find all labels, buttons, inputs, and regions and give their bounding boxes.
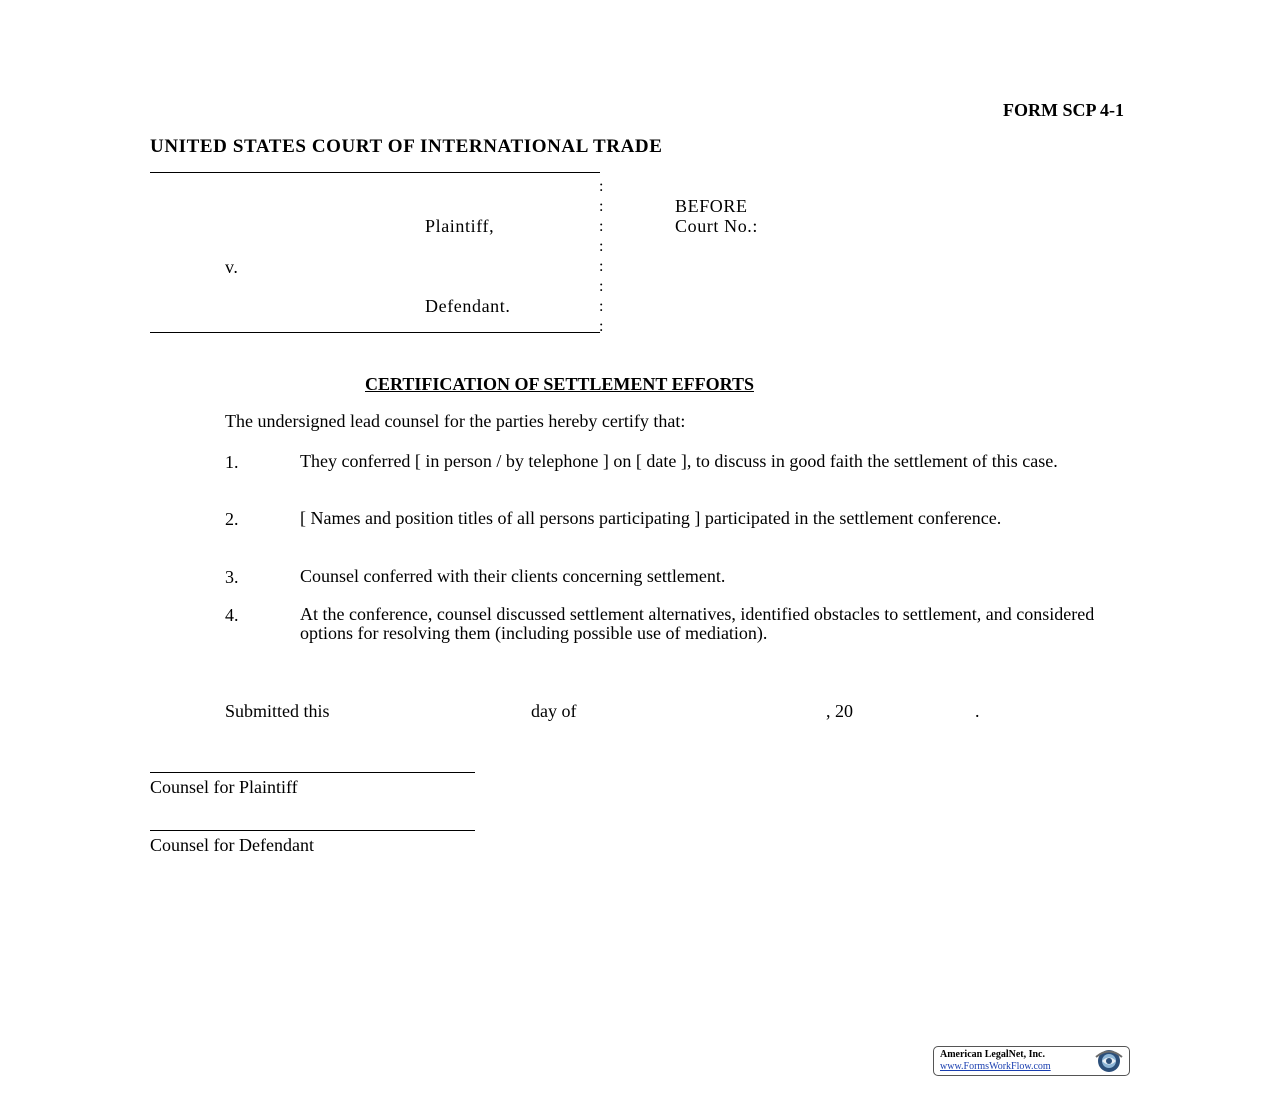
item-number: 4.: [225, 605, 239, 625]
badge-website-link[interactable]: www.FormsWorkFlow.com: [940, 1061, 1051, 1072]
caption-colon: :: [599, 318, 604, 335]
before-label: BEFORE: [675, 196, 748, 216]
submitted-period: .: [975, 701, 980, 721]
caption-colon: :: [599, 278, 604, 295]
defendant-counsel-label: Counsel for Defendant: [150, 835, 314, 855]
item-number: 3.: [225, 567, 239, 587]
caption-top-rule: [150, 172, 600, 173]
defendant-label: Defendant.: [425, 296, 511, 316]
certification-title: CERTIFICATION OF SETTLEMENT EFFORTS: [365, 374, 754, 394]
caption-colon: :: [599, 198, 604, 215]
caption-bottom-rule: [150, 332, 600, 333]
submitted-prefix: Submitted this: [225, 701, 330, 721]
plaintiff-counsel-label: Counsel for Plaintiff: [150, 777, 298, 797]
caption-colon: :: [599, 238, 604, 255]
item-number: 2.: [225, 509, 239, 529]
plaintiff-signature-line: [150, 772, 475, 773]
item-number: 1.: [225, 452, 239, 472]
submitted-day-of: day of: [531, 701, 577, 721]
court-name: UNITED STATES COURT OF INTERNATIONAL TRADE: [150, 136, 663, 157]
globe-logo-icon: [1091, 1048, 1127, 1074]
caption-colon: :: [599, 258, 604, 275]
item-text: They conferred [ in person / by telephone ] on [ date ], to discuss in good faith the settlement of this case.: [300, 451, 1058, 471]
item-text: At the conference, counsel discussed settlement alternatives, identified obstacles to settlement, and considered options for resolving them (including possible use of mediation).: [300, 604, 1095, 643]
versus-label: v.: [225, 257, 239, 277]
form-id: FORM SCP 4-1: [1003, 100, 1124, 120]
court-no-label: Court No.:: [675, 216, 759, 236]
plaintiff-label: Plaintiff,: [425, 216, 495, 236]
caption-colon: :: [599, 218, 604, 235]
badge-company: American LegalNet, Inc.: [940, 1049, 1045, 1060]
footer-badge: [933, 1046, 1130, 1076]
caption-colon: :: [599, 178, 604, 195]
submitted-year-prefix: , 20: [826, 701, 853, 721]
certification-intro: The undersigned lead counsel for the parties hereby certify that:: [225, 411, 686, 431]
defendant-signature-line: [150, 830, 475, 831]
item-text: Counsel conferred with their clients concerning settlement.: [300, 566, 726, 586]
item-text: [ Names and position titles of all persons participating ] participated in the settlement conference.: [300, 508, 1002, 528]
caption-colon: :: [599, 298, 604, 315]
